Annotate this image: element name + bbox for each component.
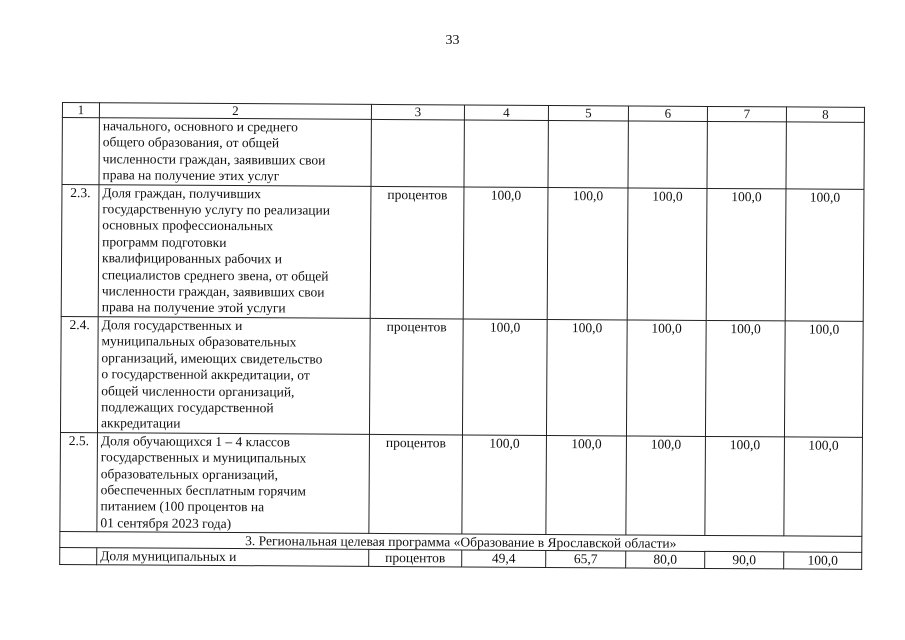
column-header-5: 5 xyxy=(548,105,628,120)
value-cell: 80,0 xyxy=(626,551,705,568)
indicator-description xyxy=(97,317,370,435)
value-cell: 100,0 xyxy=(463,187,548,320)
indicators-table xyxy=(59,102,865,570)
table-row xyxy=(60,432,863,536)
unit-cell: процентов xyxy=(369,434,463,534)
table-row xyxy=(60,548,862,570)
value-cell: 100,0 xyxy=(547,187,628,320)
description-line: начального, основного и среднего xyxy=(102,118,298,135)
row-number: 2.3. xyxy=(61,184,99,316)
value-cell: 100,0 xyxy=(705,320,785,436)
description-line: муниципальных образовательных xyxy=(101,333,297,350)
description-line: численности граждан, заявивших свои xyxy=(101,283,325,300)
column-header-3: 3 xyxy=(371,104,464,120)
value-cell: 100,0 xyxy=(705,436,785,536)
column-header-2: 2 xyxy=(99,103,371,120)
indicator-description xyxy=(98,184,371,318)
column-header-1: 1 xyxy=(62,103,99,118)
description-line: Доля муниципальных и xyxy=(100,548,237,565)
value-cell xyxy=(707,121,786,188)
value-cell: 65,7 xyxy=(546,551,626,568)
description-line: общего образования, от общей xyxy=(102,134,280,151)
unit-cell: процентов xyxy=(370,186,464,319)
description-line: численности граждан, заявивших свои xyxy=(102,151,326,168)
description-line: специалистов среднего звена, от общей xyxy=(101,266,329,284)
table-row xyxy=(62,118,864,190)
description-line: основных профессиональных xyxy=(102,217,274,234)
value-cell: 100,0 xyxy=(627,188,707,321)
description-line: 01 сентября 2023 года) xyxy=(100,514,232,531)
unit-cell: процентов xyxy=(369,318,463,434)
value-cell: 100,0 xyxy=(462,435,547,535)
value-cell: 100,0 xyxy=(626,436,706,536)
value-cell xyxy=(786,122,864,189)
column-header-4: 4 xyxy=(464,105,548,121)
value-cell: 90,0 xyxy=(705,552,784,569)
column-header-7: 7 xyxy=(707,106,786,121)
indicator-description xyxy=(97,432,370,533)
value-cell: 100,0 xyxy=(546,435,627,535)
description-line: о государственной аккредитации, от xyxy=(101,366,310,383)
description-line: Доля граждан, получивших xyxy=(102,184,262,201)
value-cell: 49,4 xyxy=(462,550,546,568)
page-number: 33 xyxy=(445,33,460,48)
table-row xyxy=(60,316,863,437)
unit-cell: процентов xyxy=(369,550,462,568)
description-line: Доля обучающихся 1 – 4 классов xyxy=(100,432,291,450)
section-title: 3. Региональная целевая программа «Образование в Ярославской области» xyxy=(60,532,862,553)
value-cell: 100,0 xyxy=(706,188,786,321)
description-line: Доля государственных и xyxy=(101,317,243,333)
value-cell: 100,0 xyxy=(626,320,706,436)
value-cell: 100,0 xyxy=(785,189,864,322)
indicator-description xyxy=(97,548,369,567)
description-line: питанием (100 процентов на xyxy=(100,498,265,515)
table-row xyxy=(61,184,864,321)
description-line: организаций, имеющих свидетельство xyxy=(101,349,323,367)
description-line: подлежащих государственной xyxy=(101,399,274,416)
row-number: 2.4. xyxy=(60,316,98,432)
indicator-description xyxy=(99,118,371,186)
column-header-8: 8 xyxy=(786,107,864,122)
value-cell: 100,0 xyxy=(784,552,862,569)
value-cell: 100,0 xyxy=(784,321,863,437)
description-line: права на получение этих услуг xyxy=(102,167,280,184)
value-cell xyxy=(628,121,707,188)
description-line: общей численности организаций, xyxy=(101,382,295,399)
value-cell: 100,0 xyxy=(546,319,627,435)
description-line: программ подготовки xyxy=(102,234,227,250)
value-cell xyxy=(464,120,548,187)
description-line: права на получение этой услуги xyxy=(101,299,286,316)
column-header-6: 6 xyxy=(628,106,707,121)
value-cell xyxy=(548,120,628,187)
description-line: аккредитации xyxy=(100,415,181,432)
description-line: государственных и муниципальных xyxy=(100,449,307,466)
description-line: квалифицированных рабочих и xyxy=(102,250,283,267)
unit-cell xyxy=(371,119,464,186)
row-number: 2.5. xyxy=(60,432,98,532)
description-line: государственную услугу по реализации xyxy=(102,201,331,218)
value-cell: 100,0 xyxy=(784,437,863,537)
value-cell: 100,0 xyxy=(462,319,547,435)
description-line: образовательных организаций, xyxy=(100,465,279,482)
row-number xyxy=(60,548,97,565)
row-number xyxy=(62,118,99,185)
description-line: обеспеченных бесплатным горячим xyxy=(100,482,306,499)
